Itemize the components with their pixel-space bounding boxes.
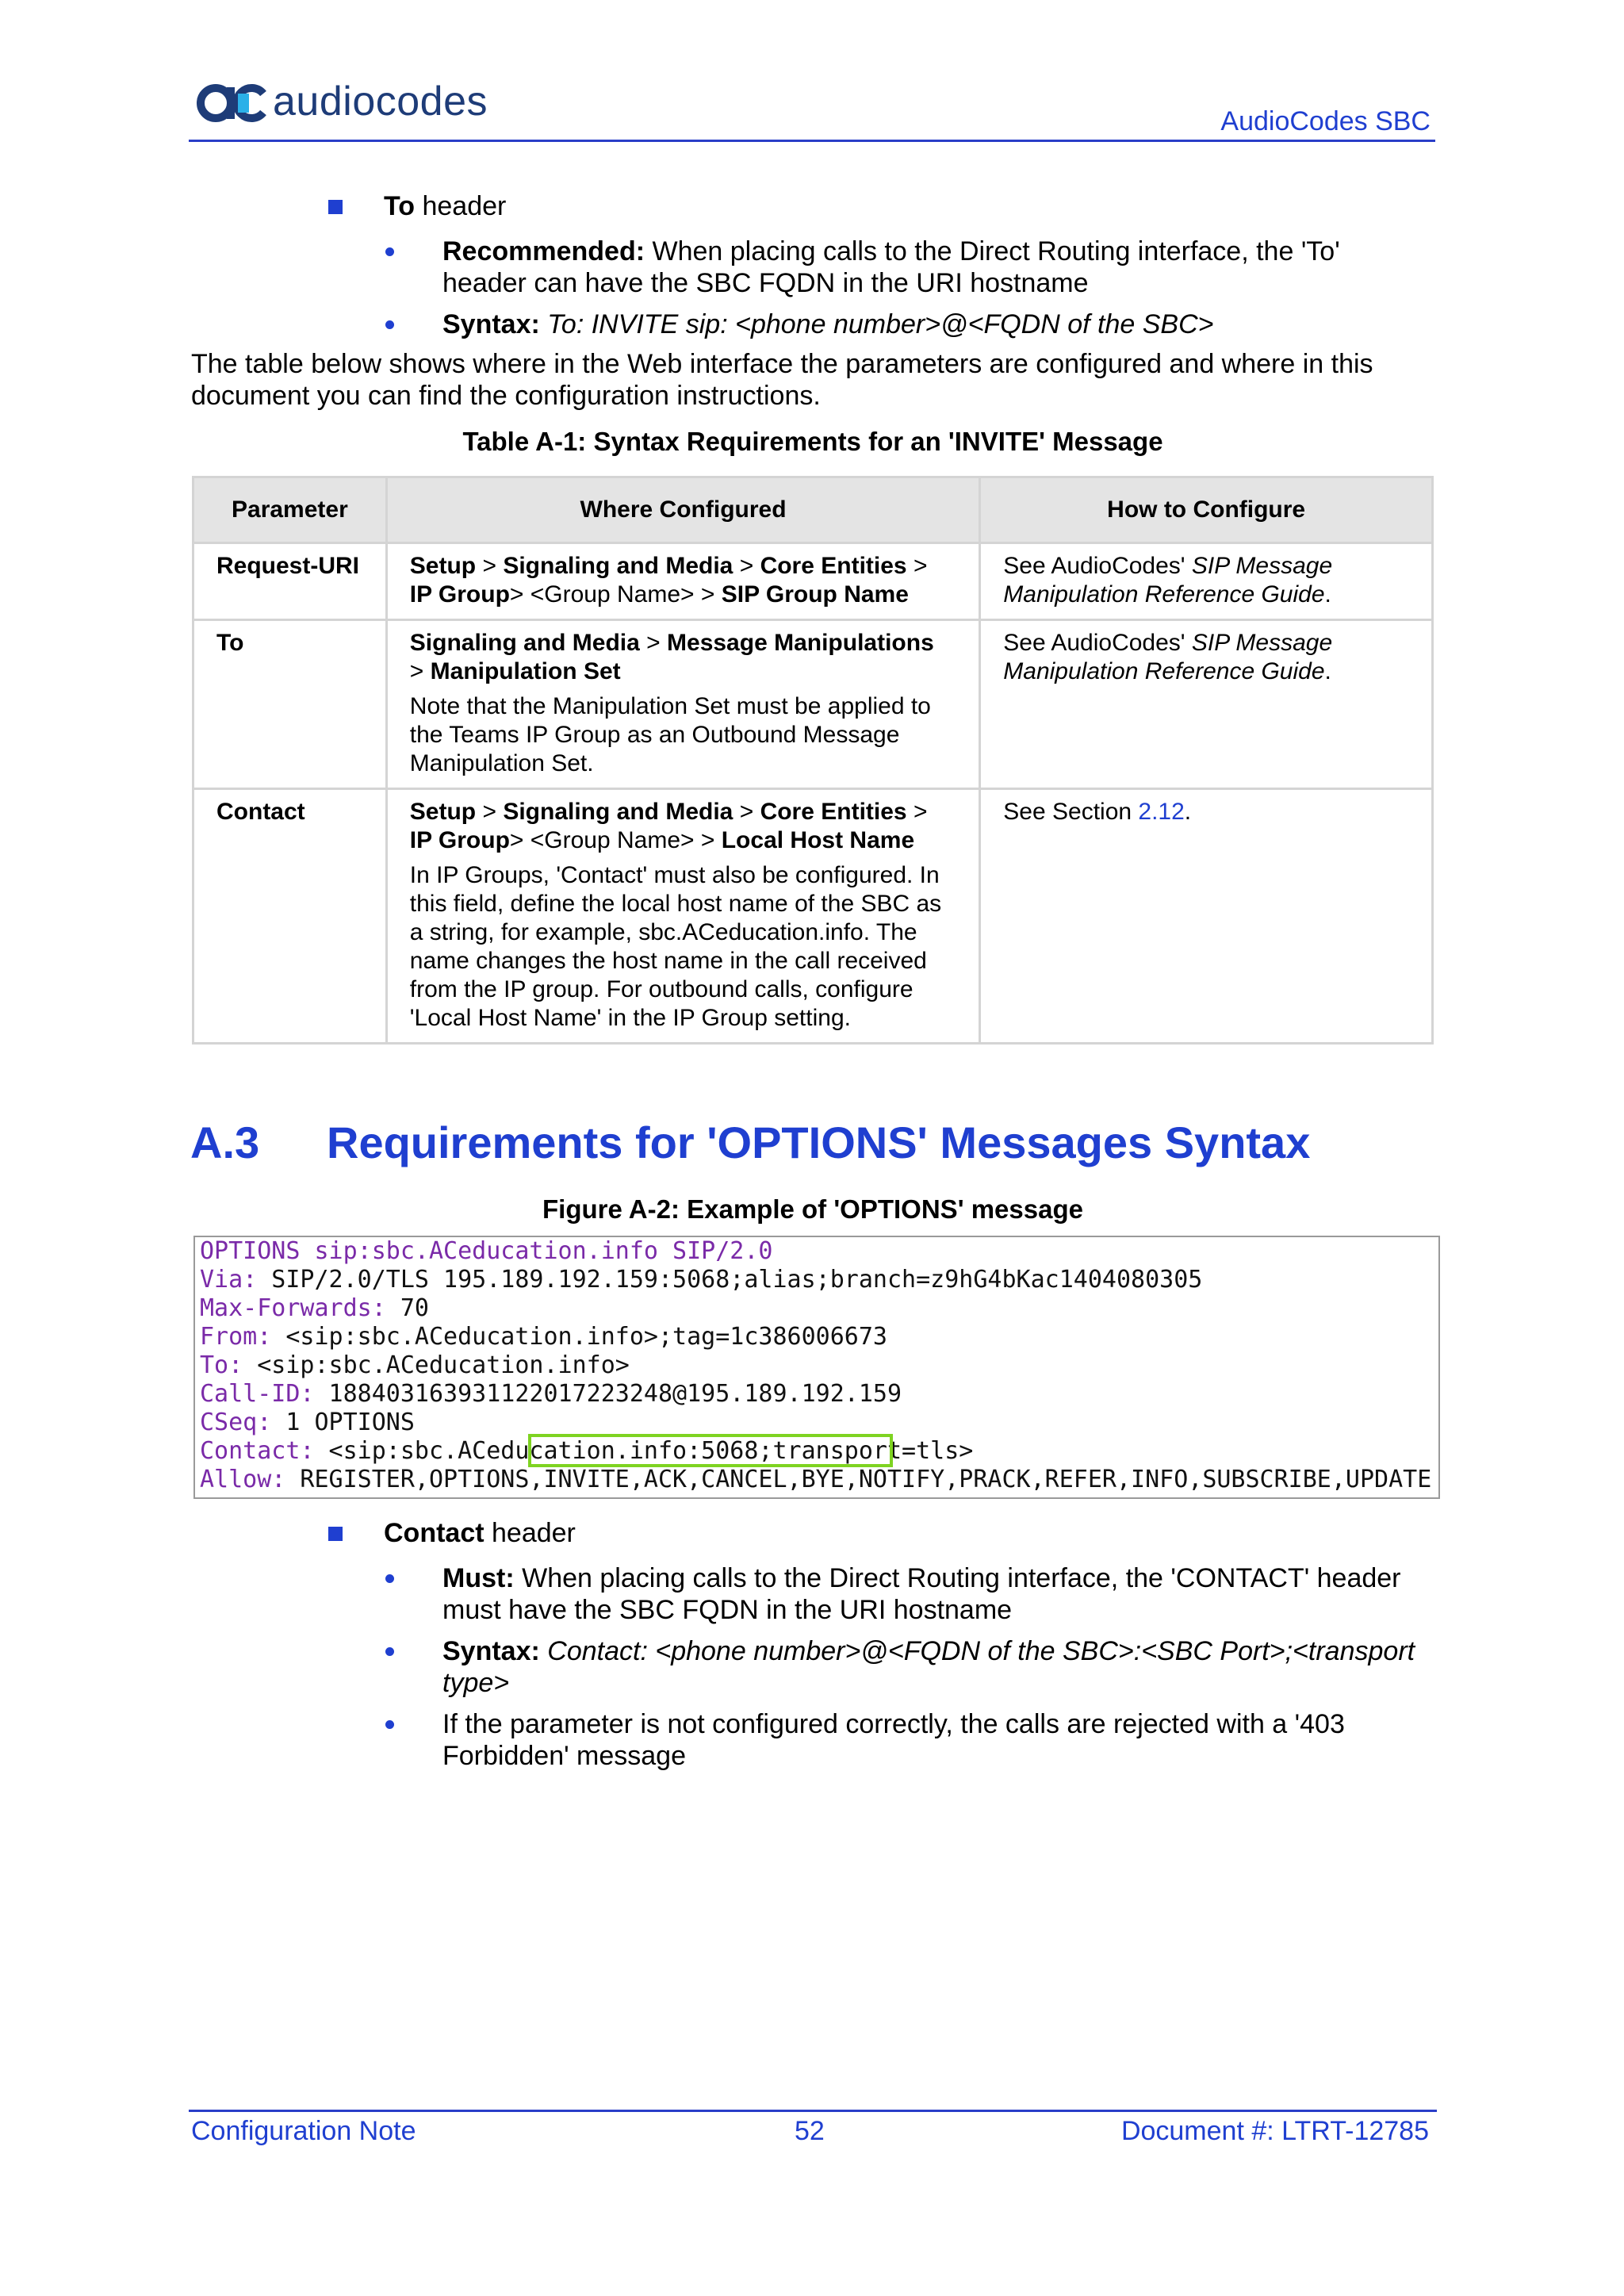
- contact-bullet-must: [442, 1562, 1401, 1626]
- header-divider: [189, 140, 1435, 142]
- bullet-text-cont: Forbidden' message: [442, 1741, 686, 1771]
- contact-header-bold: Contact: [384, 1518, 485, 1548]
- sip-header-line: [200, 1323, 887, 1351]
- table-caption: Table A-1: Syntax Requirements for an 'INVITE' Message: [462, 427, 1163, 456]
- bullet-label: Syntax:: [442, 1636, 540, 1666]
- audiocodes-logo-icon: [197, 76, 268, 127]
- menu-path-sep: > <Group Name> >: [509, 581, 722, 608]
- how-guide-name: SIP Message Manipulation Reference Guide: [1003, 553, 1333, 608]
- menu-path-item: Core Entities: [760, 799, 907, 825]
- table-header-cell: Where Configured: [386, 477, 980, 543]
- menu-path-sep: >: [733, 799, 760, 825]
- footer-divider: [189, 2110, 1437, 2112]
- menu-path-item: IP Group: [409, 827, 510, 853]
- sip-header-name: From:: [200, 1323, 272, 1351]
- how-text: See Section: [1003, 799, 1139, 825]
- sip-header-name: Contact:: [200, 1437, 315, 1465]
- contact-header-title: [384, 1517, 576, 1549]
- dot-bullet-icon: [385, 247, 394, 256]
- bullet-text: If the parameter is not configured correctly, the calls are rejected with a '403: [442, 1709, 1345, 1739]
- table-header-cell: Parameter: [193, 477, 387, 543]
- menu-path-sep: >: [639, 630, 668, 656]
- sip-header-value: 188403163931122017223248@195.189.192.159: [314, 1380, 902, 1408]
- menu-path-item: Message Manipulations: [667, 630, 934, 656]
- dot-bullet-icon: [385, 320, 394, 329]
- param-cell: To: [193, 620, 387, 789]
- where-cell: [386, 789, 980, 1044]
- sip-header-value: REGISTER,OPTIONS,INVITE,ACK,CANCEL,BYE,NOTIFY,PRACK,REFER,INFO,SUBSCRIBE,UPDATE: [285, 1466, 1432, 1493]
- table-row: [193, 620, 1433, 789]
- table-header-cell: How to Configure: [980, 477, 1433, 543]
- how-text: .: [1184, 799, 1192, 825]
- where-cell: [386, 620, 980, 789]
- where-note: In IP Groups, 'Contact' must also be configured. In this field, define the local host name of the SBC as a string, for example, sbc.ACeducation.info. The name changes the host name in the call received from the IP group. For outbound calls, configure 'Local Host Name' in the IP Group setting.: [409, 862, 942, 1031]
- menu-path-sep: >: [476, 799, 504, 825]
- dot-bullet-icon: [385, 1720, 394, 1729]
- menu-path-item: Signaling and Media: [409, 630, 640, 656]
- dot-bullet-icon: [385, 1647, 394, 1656]
- where-note: Note that the Manipulation Set must be applied to the Teams IP Group as an Outbound Message Manipulation Set.: [409, 693, 931, 776]
- to-bullet-recommended: [442, 236, 1340, 299]
- how-cell: [980, 789, 1433, 1044]
- square-bullet-icon: [328, 1527, 343, 1541]
- how-text: See AudioCodes': [1003, 553, 1192, 579]
- to-header-rest: header: [415, 191, 507, 221]
- menu-path-sep: >: [906, 553, 928, 579]
- contact-header-rest: header: [484, 1518, 576, 1548]
- to-header-bold: To: [384, 191, 416, 221]
- menu-path-item: Local Host Name: [721, 827, 915, 853]
- sip-header-value: SIP/2.0/TLS 195.189.192.159:5068;alias;branch=z9hG4bKac1404080305: [257, 1266, 1203, 1294]
- menu-path-sep: >: [733, 553, 760, 579]
- dot-bullet-icon: [385, 1574, 394, 1583]
- bullet-text: When placing calls to the Direct Routing interface, the 'CONTACT' header: [514, 1563, 1401, 1593]
- bullet-label: Syntax:: [442, 309, 540, 339]
- contact-bullet-rejected: [442, 1708, 1345, 1772]
- menu-path-sep: >: [906, 799, 928, 825]
- intro-line-2: document you can find the configuration instructions.: [191, 381, 821, 411]
- to-header-title: [384, 190, 506, 222]
- how-text: See AudioCodes': [1003, 630, 1192, 656]
- sip-header-value: <sip:sbc.ACeducation.info>: [243, 1351, 630, 1379]
- menu-path-item: Setup: [409, 799, 477, 825]
- contact-bullet-syntax: [442, 1635, 1415, 1699]
- sip-request-line: OPTIONS sip:sbc.ACeducation.info SIP/2.0: [200, 1237, 773, 1265]
- where-cell: [386, 543, 980, 620]
- sip-header-name: Allow:: [200, 1466, 286, 1493]
- menu-path-item: SIP Group Name: [721, 581, 909, 608]
- logo-text: audiocodes: [273, 79, 488, 125]
- audiocodes-logo: [197, 76, 488, 127]
- how-text: .: [1324, 581, 1331, 608]
- sip-header-name: CSeq:: [200, 1409, 272, 1436]
- menu-path-item: Manipulation Set: [430, 658, 621, 684]
- how-cell: [980, 620, 1433, 789]
- param-cell: Request-URI: [193, 543, 387, 620]
- menu-path-item: Core Entities: [760, 553, 907, 579]
- intro-paragraph: [191, 348, 1373, 412]
- param-cell: Contact: [193, 789, 387, 1044]
- figure-caption: Figure A-2: Example of 'OPTIONS' message: [542, 1194, 1083, 1224]
- menu-path-sep: >: [409, 658, 431, 684]
- bullet-text: When placing calls to the Direct Routing interface, the 'To': [645, 236, 1340, 266]
- how-text: .: [1324, 658, 1331, 684]
- footer-page-number: 52: [795, 2116, 825, 2146]
- section-number: A.3: [190, 1117, 260, 1167]
- bullet-text-cont: must have the SBC FQDN in the URI hostname: [442, 1595, 1013, 1625]
- sip-header-line: [200, 1380, 902, 1409]
- section-title: Requirements for 'OPTIONS' Messages Syntax: [327, 1117, 1311, 1167]
- sip-header-value: <sip:sbc.ACeducation.info>;tag=1c386006673: [271, 1323, 887, 1351]
- bullet-label: Must:: [442, 1563, 515, 1593]
- sip-options-message-figure: [193, 1236, 1440, 1499]
- bullet-text: To: INVITE sip: <phone number>@<FQDN of the SBC>: [539, 309, 1214, 339]
- sip-header-value: 1 OPTIONS: [271, 1409, 415, 1436]
- menu-path-item: Signaling and Media: [503, 553, 733, 579]
- menu-path-sep: >: [476, 553, 504, 579]
- table-row: [193, 543, 1433, 620]
- table-row: [193, 789, 1433, 1044]
- bullet-label: Recommended:: [442, 236, 645, 266]
- menu-path-item: Signaling and Media: [503, 799, 733, 825]
- to-bullet-syntax: [442, 309, 1214, 340]
- bullet-text-cont: header can have the SBC FQDN in the URI hostname: [442, 268, 1089, 298]
- sip-header-line: [200, 1409, 415, 1437]
- sip-header-line: [200, 1351, 630, 1380]
- contact-highlight-box: [528, 1434, 893, 1467]
- sip-header-name: Via:: [200, 1266, 258, 1294]
- table-header-row: [193, 477, 1433, 543]
- menu-path-sep: > <Group Name> >: [509, 827, 722, 853]
- section-link[interactable]: 2.12: [1138, 799, 1185, 825]
- intro-line-1: The table below shows where in the Web interface the parameters are configured and where in this: [191, 349, 1373, 379]
- footer-document-number: Document #: LTRT-12785: [1120, 2116, 1429, 2146]
- footer-document-type: Configuration Note: [191, 2116, 416, 2146]
- header-product-name: AudioCodes SBC: [1220, 106, 1431, 136]
- menu-path-item: Setup: [409, 553, 477, 579]
- how-guide-name: SIP Message Manipulation Reference Guide: [1003, 630, 1333, 684]
- menu-path-item: IP Group: [409, 581, 510, 608]
- how-cell: [980, 543, 1433, 620]
- square-bullet-icon: [328, 200, 343, 214]
- sip-header-name: Call-ID:: [200, 1380, 315, 1408]
- syntax-table: [192, 476, 1434, 1045]
- sip-header-line: [200, 1466, 1431, 1494]
- sip-header-value: <sip:sbc.ACeducation.info:5068;transport=tls>: [314, 1437, 974, 1465]
- sip-header-line: [200, 1266, 1202, 1294]
- bullet-text-cont: type>: [442, 1668, 510, 1698]
- sip-header-line: [200, 1294, 429, 1323]
- sip-header-name: Max-Forwards:: [200, 1294, 386, 1322]
- sip-header-name: To:: [200, 1351, 243, 1379]
- sip-header-value: 70: [385, 1294, 429, 1322]
- bullet-text: Contact: <phone number>@<FQDN of the SBC>:<SBC Port>;<transport: [539, 1636, 1415, 1666]
